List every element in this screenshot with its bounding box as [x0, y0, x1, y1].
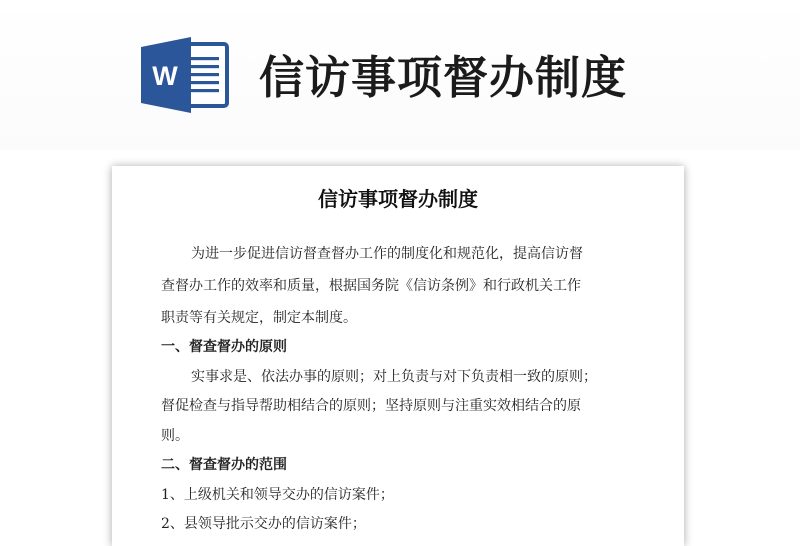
paragraph-line: 查督办工作的效率和质量，根据国务院《信访条例》和行政机关工作	[161, 278, 581, 294]
section-heading: 一、督查督办的原则	[161, 339, 287, 355]
paragraph-line: 为进一步促进信访督查督办工作的制度化和规范化，提高信访督	[191, 246, 583, 262]
paragraph-line: 则。	[161, 428, 189, 444]
svg-text:W: W	[152, 61, 178, 91]
paragraph-line: 职责等有关规定，制定本制度。	[161, 310, 357, 326]
paragraph-line: 督促检查与指导帮助相结合的原则；坚持原则与注重实效相结合的原	[161, 398, 581, 414]
paragraph-line: 实事求是、依法办事的原则；对上负责与对下负责相一致的原则；	[191, 369, 597, 385]
section-heading: 二、督查督办的范围	[161, 457, 287, 473]
list-item: 2、县领导批示交办的信访案件；	[161, 516, 366, 532]
word-document-icon	[141, 37, 229, 113]
document-title: 信访事项督办制度	[318, 187, 478, 211]
header-title: 信访事项督办制度	[259, 51, 628, 104]
list-item: 1、上级机关和领导交办的信访案件；	[161, 487, 394, 503]
